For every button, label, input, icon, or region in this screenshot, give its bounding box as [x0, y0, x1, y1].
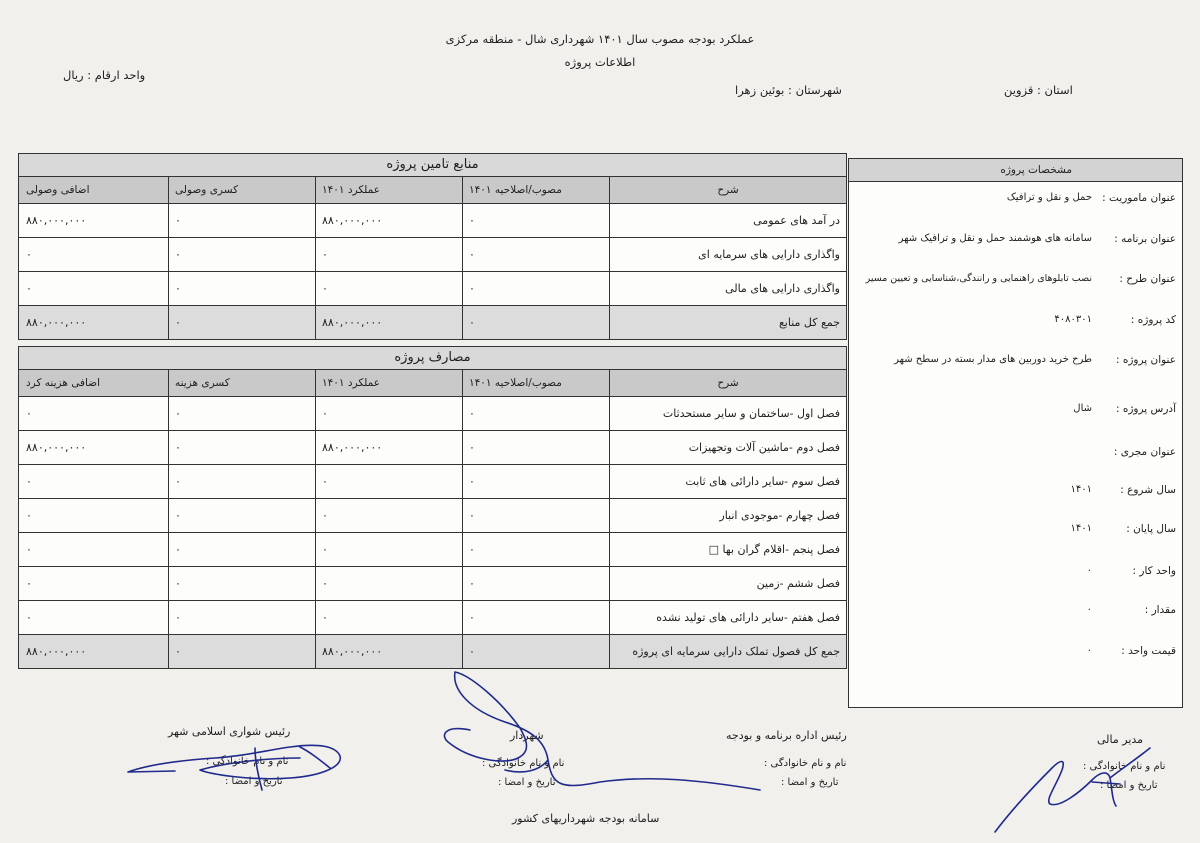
approved-value: ۰ — [462, 306, 609, 339]
performance-value: ۰ — [315, 465, 462, 498]
shortfall-value: ۰ — [168, 465, 315, 498]
column-header: کسری هزینه — [168, 370, 315, 396]
shortfall-value: ۰ — [168, 567, 315, 600]
performance-value: ۰ — [315, 499, 462, 532]
approved-value: ۰ — [462, 397, 609, 430]
row-description: واگذاری دارایی های سرمایه ای — [609, 238, 846, 271]
finance-manager-title: مدیر مالی — [1097, 733, 1144, 746]
shortfall-value: ۰ — [168, 397, 315, 430]
approved-value: ۰ — [462, 272, 609, 305]
shortfall-value: ۰ — [168, 204, 315, 237]
row-description: جمع کل فصول تملک دارایی سرمایه ای پروژه — [609, 635, 846, 668]
surplus-value: ۰ — [26, 577, 32, 590]
field-value: ۱۴۰۱ — [1070, 523, 1092, 534]
row-description: جمع کل منابع — [609, 306, 846, 339]
mayor-date-label: تاریخ و امضا : — [498, 777, 556, 788]
field-value: ۰ — [1086, 565, 1092, 576]
field-value: ۴۰۸۰۳۰۱ — [1054, 314, 1092, 325]
performance-value: ۰ — [315, 533, 462, 566]
surplus-value: ۰ — [26, 543, 32, 556]
column-header: اضافی هزینه کرد — [26, 377, 100, 389]
council-head-title: رئیس شوارى اسلامی شهر — [168, 725, 291, 738]
approved-value: ۰ — [462, 431, 609, 464]
field-label: سال پایان : — [1126, 523, 1176, 535]
finance-date-label: تاریخ و امضا : — [1100, 780, 1158, 791]
field-label: قیمت واحد : — [1121, 645, 1176, 657]
field-label: عنوان پروژه : — [1115, 354, 1176, 366]
column-header: عملکرد ۱۴۰۱ — [315, 177, 462, 203]
field-value: ۰ — [1086, 604, 1092, 615]
shortfall-value: ۰ — [168, 238, 315, 271]
county-label: شهرستان : بوئین زهرا — [735, 83, 842, 97]
footer-system-name: سامانه بودجه شهرداریهای کشور — [512, 812, 660, 825]
field-value: نصب تابلوهای راهنمایی و رانندگی،شناسایی و تعیین مسیر — [865, 273, 1092, 284]
budget-office-title: رئیس اداره برنامه و بودجه — [726, 729, 847, 742]
field-label: آدرس پروژه : — [1115, 403, 1176, 415]
field-label: کد پروژه : — [1130, 314, 1176, 326]
surplus-value: ۸۸۰,۰۰۰,۰۰۰ — [26, 441, 87, 454]
column-header: شرح — [609, 370, 846, 396]
column-header: مصوب/اصلاحیه ۱۴۰۱ — [462, 177, 609, 203]
shortfall-value: ۰ — [168, 601, 315, 634]
field-value: سامانه های هوشمند حمل و نقل و ترافیک شهر — [898, 233, 1092, 244]
row-description: فصل اول -ساختمان و سایر مستحدثات — [609, 397, 846, 430]
row-description: فصل هفتم -سایر دارائی های تولید نشده — [609, 601, 846, 634]
shortfall-value: ۰ — [168, 635, 315, 668]
province-label: استان : قزوین — [1004, 83, 1073, 97]
county-value: بوئین زهرا — [735, 83, 785, 97]
council-date-label: تاریخ و امضا : — [225, 776, 283, 787]
performance-value: ۸۸۰,۰۰۰,۰۰۰ — [315, 635, 462, 668]
row-description: فصل چهارم -موجودی انبار — [609, 499, 846, 532]
province-value: قزوین — [1004, 83, 1034, 97]
surplus-value: ۰ — [26, 248, 32, 261]
budget-date-label: تاریخ و امضا : — [781, 777, 839, 788]
column-header: شرح — [609, 177, 846, 203]
surplus-value: ۰ — [26, 282, 32, 295]
surplus-value: ۰ — [26, 407, 32, 420]
finance-signature — [995, 748, 1150, 832]
field-label: عنوان ماموریت : — [1102, 192, 1176, 204]
mayor-signature — [444, 672, 760, 790]
surplus-value: ۰ — [26, 611, 32, 624]
shortfall-value: ۰ — [168, 431, 315, 464]
field-label: سال شروع : — [1120, 484, 1176, 496]
shortfall-value: ۰ — [168, 306, 315, 339]
performance-value: ۰ — [315, 272, 462, 305]
field-label: عنوان برنامه : — [1114, 233, 1176, 245]
expenses-table-title: مصارف پروژه — [19, 347, 846, 370]
approved-value: ۰ — [462, 567, 609, 600]
surplus-value: ۰ — [26, 475, 32, 488]
approved-value: ۰ — [462, 601, 609, 634]
budget-name-label: نام و نام خانوادگی : — [764, 758, 847, 769]
surplus-value: ۰ — [26, 509, 32, 522]
surplus-value: ۸۸۰,۰۰۰,۰۰۰ — [26, 645, 87, 658]
project-details-title: مشخصات پروژه — [849, 159, 1182, 182]
row-description: واگذاری دارایی های مالی — [609, 272, 846, 305]
approved-value: ۰ — [462, 238, 609, 271]
field-value: شال — [1073, 403, 1092, 414]
sources-table-title: منابع تامین پروژه — [19, 154, 846, 177]
council-name-label: نام و نام خانوادگی : — [206, 756, 289, 767]
performance-value: ۰ — [315, 601, 462, 634]
shortfall-value: ۰ — [168, 499, 315, 532]
mayor-name-label: نام و نام خانوادگی : — [482, 758, 565, 769]
approved-value: ۰ — [462, 465, 609, 498]
mayor-title: شهردار — [510, 729, 544, 742]
row-description: فصل سوم -سایر دارائی های ثابت — [609, 465, 846, 498]
finance-name-label: نام و نام خانوادگی : — [1083, 761, 1166, 772]
document-subtitle: اطلاعات پروژه — [564, 55, 636, 69]
performance-value: ۸۸۰,۰۰۰,۰۰۰ — [315, 306, 462, 339]
field-label: واحد کار : — [1132, 565, 1176, 577]
row-description: فصل پنجم -اقلام گران بها □ — [609, 533, 846, 566]
column-header: عملکرد ۱۴۰۱ — [315, 370, 462, 396]
field-value: طرح خرید دوربین های مدار بسته در سطح شهر — [894, 354, 1092, 365]
approved-value: ۰ — [462, 499, 609, 532]
performance-value: ۸۸۰,۰۰۰,۰۰۰ — [315, 431, 462, 464]
column-header: اضافی وصولی — [26, 184, 90, 196]
performance-value: ۰ — [315, 238, 462, 271]
surplus-value: ۸۸۰,۰۰۰,۰۰۰ — [26, 316, 87, 329]
shortfall-value: ۰ — [168, 272, 315, 305]
row-description: فصل دوم -ماشین آلات وتجهیزات — [609, 431, 846, 464]
performance-value: ۸۸۰,۰۰۰,۰۰۰ — [315, 204, 462, 237]
column-header: کسری وصولی — [168, 177, 315, 203]
performance-value: ۰ — [315, 397, 462, 430]
unit-note: واحد ارقام : ریال — [63, 68, 146, 82]
council-signature — [128, 745, 340, 790]
approved-value: ۰ — [462, 635, 609, 668]
surplus-value: ۸۸۰,۰۰۰,۰۰۰ — [26, 214, 87, 227]
field-value: حمل و نقل و ترافیک — [1006, 192, 1092, 203]
field-value: ۰ — [1086, 645, 1092, 656]
field-label: عنوان مجری : — [1113, 446, 1176, 458]
row-description: در آمد های عمومی — [609, 204, 846, 237]
field-label: مقدار : — [1144, 604, 1176, 616]
approved-value: ۰ — [462, 533, 609, 566]
field-label: عنوان طرح : — [1119, 273, 1176, 285]
approved-value: ۰ — [462, 204, 609, 237]
field-value: ۱۴۰۱ — [1070, 484, 1092, 495]
row-description: فصل ششم -زمین — [609, 567, 846, 600]
column-header: مصوب/اصلاحیه ۱۴۰۱ — [462, 370, 609, 396]
shortfall-value: ۰ — [168, 533, 315, 566]
document-title: عملکرد بودجه مصوب سال ۱۴۰۱ شهرداری شال - منطقه مرکزی — [445, 32, 755, 46]
performance-value: ۰ — [315, 567, 462, 600]
